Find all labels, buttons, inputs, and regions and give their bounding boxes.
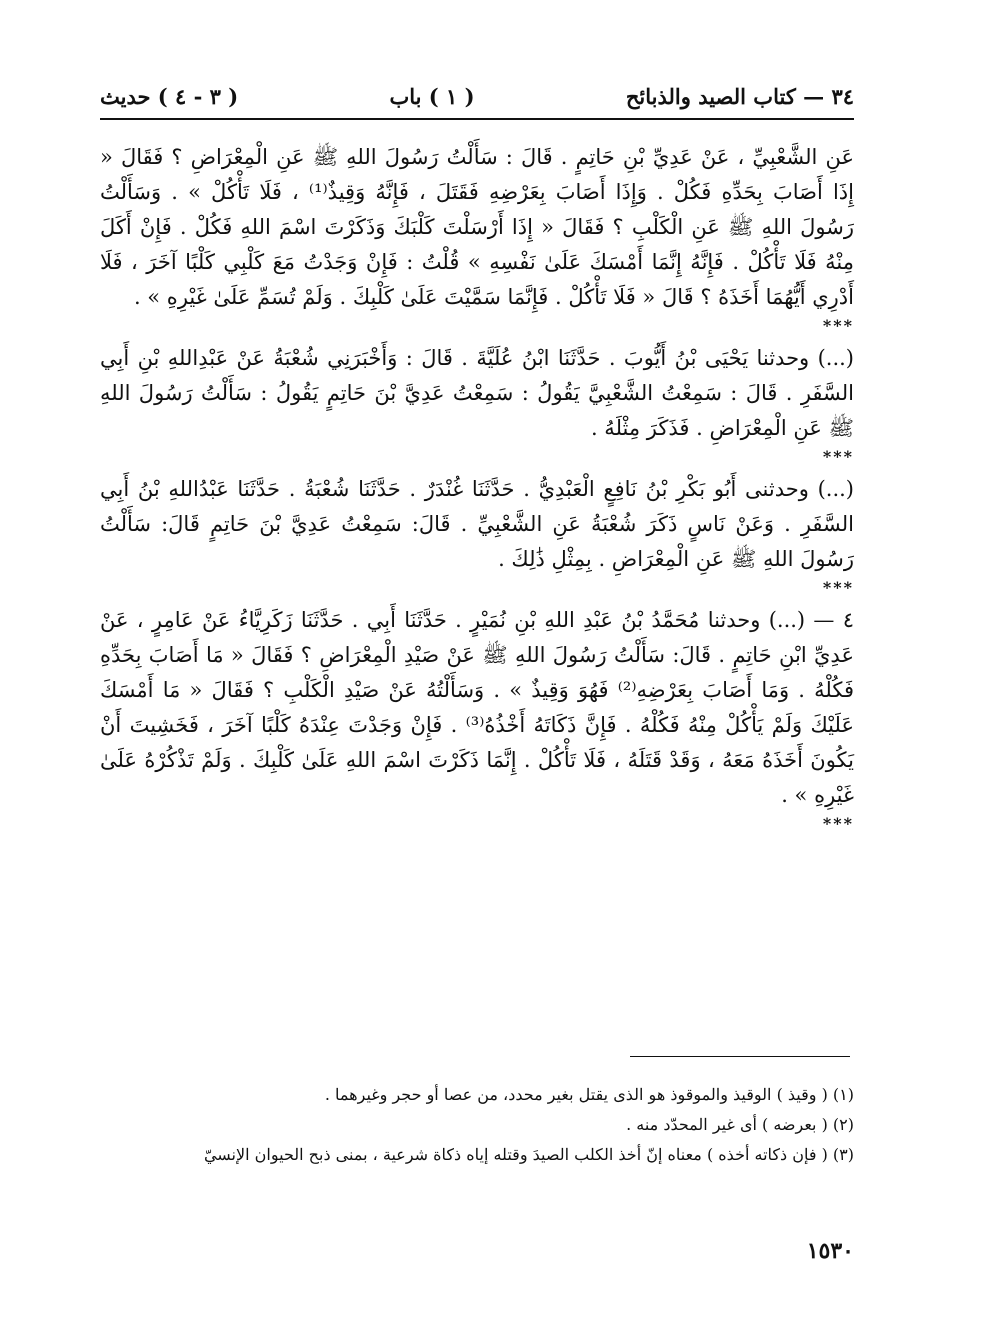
footnote: (١) ( وقيذ ) الوقيذ والموقوذ هو الذى يقتل بغير محدد، من عصا أو حجر وغيرهما . [324, 1085, 854, 1104]
section-separator: *** [822, 316, 854, 335]
hadith-paragraph: (...) وحدثنا يَحْيَى بْنُ أَيُّوبَ . حَدَّثَنَا ابْنُ عُلَيَّةَ . قَالَ : وَأَخْبَرَنِي شُعْبَةُ عَنْ عَبْدِاللهِ بْنِ أَبِي السَّفَرِ . قَالَ : سَمِعْتُ الشَّعْبِيَّ يَقُولُ : سَمِعْتُ عَدِيَّ بْنَ حَاتِمٍ يَقُولُ : سَأَلْتُ رَسُولَ اللهِ ﷺ عَنِ الْمِعْرَاضِ . فَذَكَرَ مِثْلَهُ . [100, 346, 854, 440]
hadith-range: ( ٣ - ٤ ) حديث [100, 83, 239, 109]
hadith-paragraph: ٤ — (...) وحدثنا مُحَمَّدُ بْنُ عَبْدِ اللهِ بْنِ نُمَيْرٍ . حَدَّثَنَا أَبِي . حَدَّثَنَا زَكَرِيَّاءُ عَنْ عَامِرٍ ، عَنْ عَدِيِّ ابْنِ حَاتِمٍ . قَالَ: سَأَلْتُ رَسُولَ اللهِ ﷺ عَنْ صَيْدِ الْمِعْرَاضِ ؟ فَقَالَ « مَا أَصَابَ بِحَدِّهِ فَكُلْهُ . وَمَا أَصَابَ بِعَرْضِهِ⁽²⁾ فَهُوَ وَقِيذٌ » . وَسَأَلْتُهُ عَنْ صَيْدِ الْكَلْبِ ؟ فَقَالَ « مَا أَمْسَكَ عَلَيْكَ وَلَمْ يَأْكُلْ مِنْهُ فَكُلْهُ . فَإِنَّ ذَكَاتَهُ أَخْذُهُ⁽³⁾ . فَإِنْ وَجَدْتَ عِنْدَهُ كَلْبًا آخَرَ ، فَخَشِيتَ أَنْ يَكُونَ أَخَذَهُ مَعَهُ ، وَقَدْ قَتَلَهُ ، فَلَا تَأْكُلْ . إِنَّمَا ذَكَرْتَ اسْمَ اللهِ عَلَىٰ كَلْبِكَ . وَلَمْ تَذْكُرْهُ عَلَىٰ غَيْرِهِ » . [100, 608, 855, 807]
section-separator: *** [822, 447, 854, 466]
hadith-paragraph: (...) وحدثنى أَبُو بَكْرِ بْنُ نَافِعٍ الْعَبْدِيُّ . حَدَّثَنَا غُنْدَرٌ . حَدَّثَنَا شُعْبَةُ . حَدَّثَنَا عَبْدُاللهِ بْنُ أَبِي السَّفَرِ . وَعَنْ نَاسٍ ذَكَرَ شُعْبَةُ عَنِ الشَّعْبِيِّ . قَالَ: سَمِعْتُ عَدِيَّ بْنَ حَاتِمٍ قَالَ: سَأَلْتُ رَسُولَ اللهِ ﷺ عَنِ الْمِعْرَاضِ . بِمِثْلِ ذَٰلِكَ . [100, 477, 854, 571]
footnote: (٣) ( فإن ذكاته أخذه ) معناه إنّ أخذ الكلب الصيدَ وقتله إياه ذكاة شرعية ، بمنى ذبح الحيوان الإنسيّ [203, 1145, 854, 1164]
footnote: (٢) ( بعرضه ) أى غير المحدّد منه . [626, 1115, 854, 1134]
header-rule [100, 118, 854, 120]
section-separator: *** [822, 814, 854, 833]
page-number: ١٥٣٠ [806, 1238, 854, 1264]
section-separator: *** [822, 578, 854, 597]
book-title: ٣٤ — كتاب الصيد والذبائح [625, 83, 854, 109]
main-text [100, 140, 854, 839]
footnote-rule [630, 1056, 850, 1057]
hadith-paragraph: عَنِ الشَّعْبِيِّ ، عَنْ عَدِيِّ بْنِ حَاتِمٍ . قَالَ : سَأَلْتُ رَسُولَ اللهِ ﷺ عَنِ الْمِعْرَاضِ ؟ فَقَالَ « إِذَا أَصَابَ بِحَدِّهِ فَكُلْ . وَإِذَا أَصَابَ بِعَرْضِهِ فَقَتَلَ ، فَإِنَّهُ وَقِيذٌ⁽¹⁾ ، فَلَا تَأْكُلْ » . وَسَأَلْتُ رَسُولَ اللهِ ﷺ عَنِ الْكَلْبِ ؟ فَقَالَ « إِذَا أَرْسَلْتَ كَلْبَكَ وَذَكَرْتَ اسْمَ اللهِ فَكُلْ . فَإِنْ أَكَلَ مِنْهُ فَلَا تَأْكُلْ . فَإِنَّهُ إِنَّمَا أَمْسَكَ عَلَىٰ نَفْسِهِ » قُلْتُ : فَإِنْ وَجَدْتُ مَعَ كَلْبِي كَلْبًا آخَرَ ، فَلَا أَدْرِي أَيُّهُمَا أَخَذَهُ ؟ قَالَ « فَلَا تَأْكُلْ . فَإِنَّمَا سَمَّيْتَ عَلَىٰ كَلْبِكَ . وَلَمْ تُسَمِّ عَلَىٰ غَيْرِهِ » . [100, 145, 854, 309]
footnotes [140, 1080, 854, 1170]
chapter-number: ( ١ ) باب [389, 83, 475, 109]
running-header [100, 78, 854, 114]
